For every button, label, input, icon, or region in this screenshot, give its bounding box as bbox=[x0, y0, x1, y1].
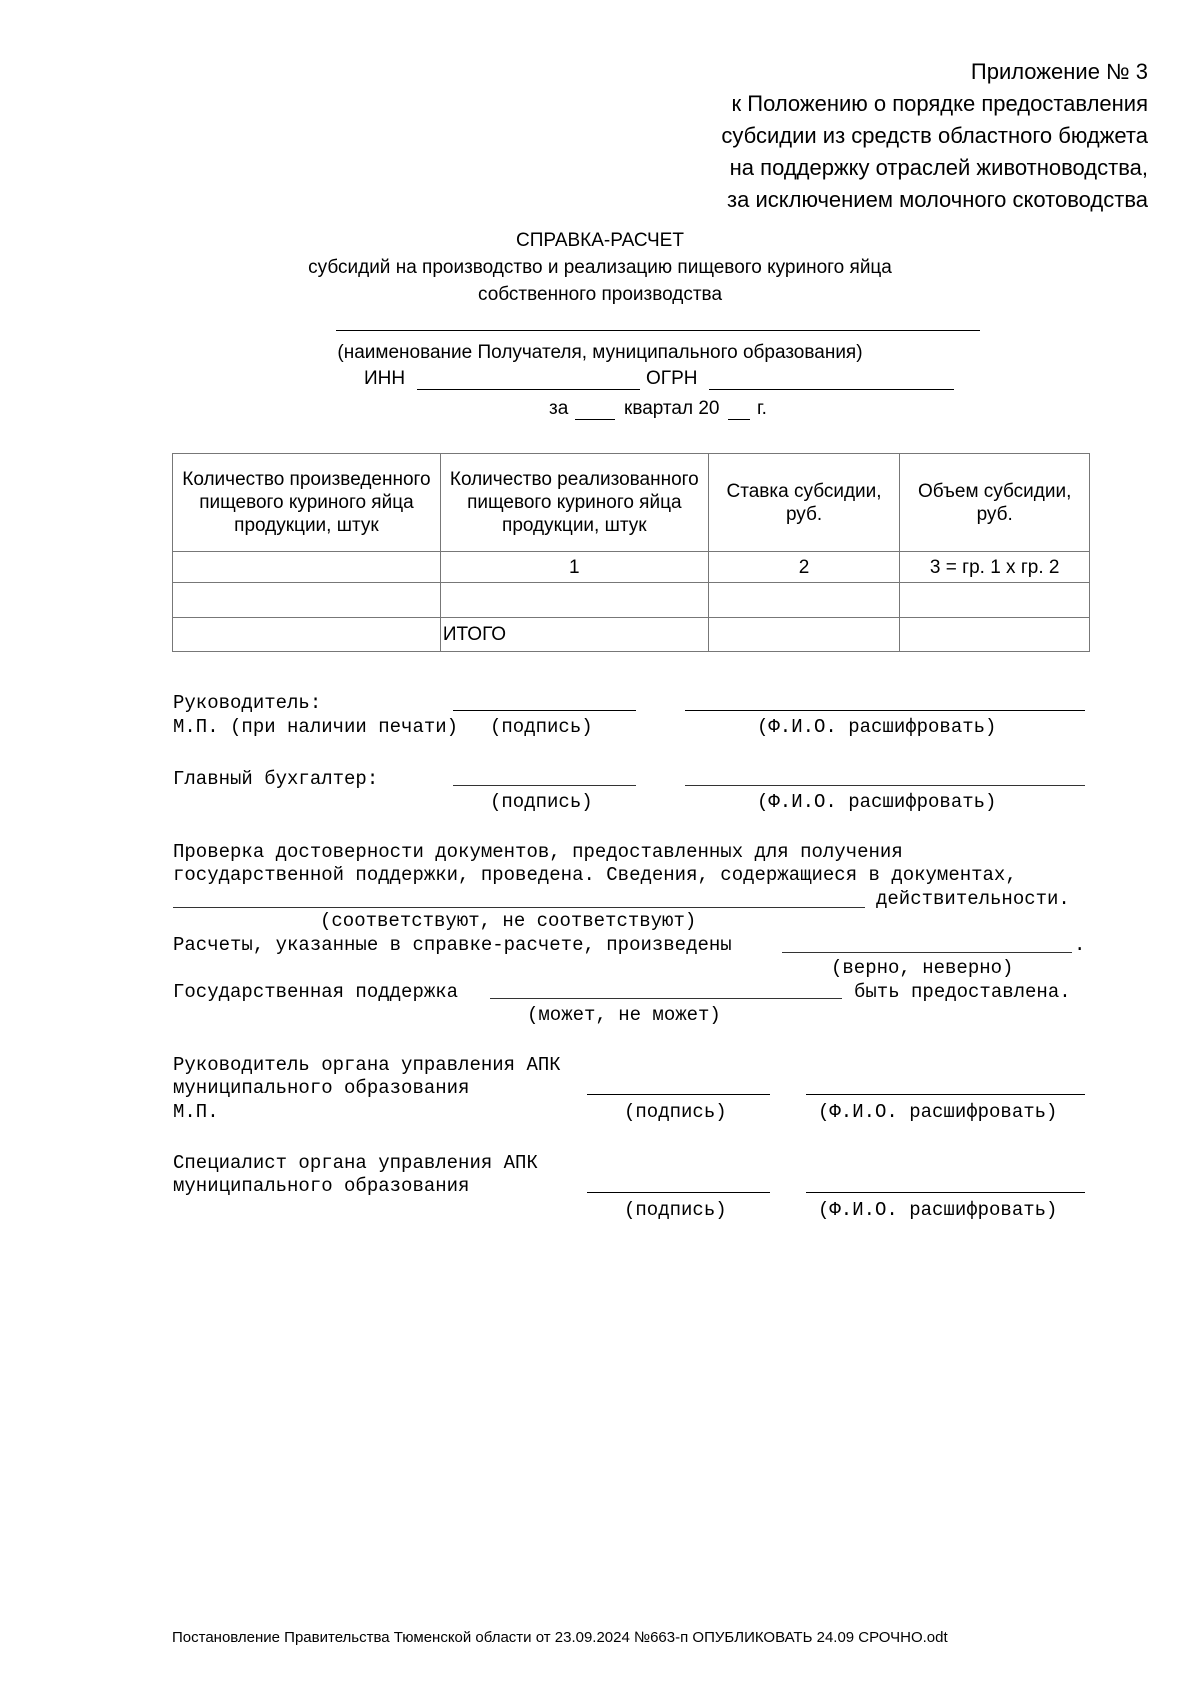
title-main: СПРАВКА-РАСЧЕТ bbox=[516, 230, 684, 251]
table-numbering-row bbox=[173, 552, 1090, 583]
table-total-row bbox=[173, 618, 1090, 652]
conformity-field[interactable] bbox=[173, 907, 865, 908]
support-field[interactable] bbox=[490, 998, 842, 999]
numbering-cell: 2 bbox=[708, 552, 900, 583]
table-row bbox=[173, 583, 1090, 618]
subsidy-table bbox=[172, 453, 1090, 652]
ogrn-label: ОГРН bbox=[646, 368, 698, 389]
data-cell[interactable] bbox=[900, 583, 1090, 618]
data-cell[interactable] bbox=[173, 583, 441, 618]
conformity-caption: (соответствуют, не соответствуют) bbox=[320, 910, 697, 932]
apk-head-label: Руководитель органа управления АПК bbox=[173, 1054, 561, 1076]
period-mid: квартал 20 bbox=[624, 398, 720, 419]
signature-caption: (подпись) bbox=[624, 1199, 727, 1221]
apk-head-name-line[interactable] bbox=[806, 1094, 1085, 1095]
footer-filename: Постановление Правительства Тюменской области от 23.09.2024 №663-п ОПУБЛИКОВАТЬ 24.09 СРОЧНО.odt bbox=[172, 1629, 948, 1646]
inn-field[interactable] bbox=[417, 389, 640, 390]
data-cell[interactable] bbox=[440, 583, 708, 618]
head-signature-line[interactable] bbox=[453, 710, 636, 711]
name-caption: (Ф.И.О. расшифровать) bbox=[818, 1101, 1058, 1123]
data-cell[interactable] bbox=[708, 583, 900, 618]
data-cell[interactable] bbox=[173, 618, 441, 652]
apk-specialist-label: Специалист органа управления АПК bbox=[173, 1152, 538, 1174]
header-amount: Объем субсидии, руб. bbox=[900, 454, 1090, 552]
calculation-text: Расчеты, указанные в справке-расчете, произведены bbox=[173, 934, 732, 956]
signature-caption: (подпись) bbox=[490, 791, 593, 813]
signature-caption: (подпись) bbox=[490, 716, 593, 738]
ogrn-field[interactable] bbox=[709, 389, 954, 390]
support-caption: (может, не может) bbox=[527, 1004, 721, 1026]
inn-label: ИНН bbox=[364, 368, 406, 389]
name-caption: (Ф.И.О. расшифровать) bbox=[818, 1199, 1058, 1221]
apk-specialist-label: муниципального образования bbox=[173, 1175, 470, 1197]
appendix-line: к Положению о порядке предоставления bbox=[731, 91, 1148, 116]
appendix-header bbox=[548, 56, 1148, 216]
head-stamp-label: М.П. (при наличии печати) bbox=[173, 716, 459, 738]
document-title bbox=[0, 227, 1200, 308]
head-label: Руководитель: bbox=[173, 692, 322, 714]
numbering-cell: 1 bbox=[440, 552, 708, 583]
numbering-cell: 3 = гр. 1 х гр. 2 bbox=[900, 552, 1090, 583]
apk-head-stamp: М.П. bbox=[173, 1101, 219, 1123]
calculation-end: . bbox=[1074, 934, 1086, 956]
apk-specialist-signature-line[interactable] bbox=[587, 1192, 770, 1193]
total-rate-cell[interactable] bbox=[708, 618, 900, 652]
accountant-signature-line[interactable] bbox=[453, 785, 636, 786]
title-subtitle: субсидий на производство и реализацию пищевого куриного яйца bbox=[308, 257, 892, 278]
numbering-cell bbox=[173, 552, 441, 583]
apk-specialist-name-line[interactable] bbox=[806, 1192, 1085, 1193]
total-label: ИТОГО bbox=[440, 618, 708, 652]
recipient-caption: (наименование Получателя, муниципального образования) bbox=[337, 342, 863, 363]
period-prefix: за bbox=[549, 398, 569, 419]
support-end: быть предоставлена. bbox=[854, 981, 1071, 1003]
support-text: Государственная поддержка bbox=[173, 981, 459, 1003]
appendix-line: на поддержку отраслей животноводства, bbox=[729, 155, 1148, 180]
accountant-name-line[interactable] bbox=[685, 785, 1085, 786]
verification-text: Проверка достоверности документов, предоставленных для получения bbox=[173, 841, 903, 863]
appendix-line: Приложение № 3 bbox=[970, 59, 1148, 84]
chief-accountant-label: Главный бухгалтер: bbox=[173, 768, 379, 790]
quarter-field[interactable] bbox=[575, 419, 615, 420]
verification-text: государственной поддержки, проведена. Сведения, содержащиеся в документах, bbox=[173, 864, 1017, 886]
name-caption: (Ф.И.О. расшифровать) bbox=[757, 791, 997, 813]
table-header-row bbox=[173, 454, 1090, 552]
head-name-line[interactable] bbox=[685, 710, 1085, 711]
signature-caption: (подпись) bbox=[624, 1101, 727, 1123]
apk-head-signature-line[interactable] bbox=[587, 1094, 770, 1095]
period-suffix: г. bbox=[757, 398, 767, 419]
title-subtitle: собственного производства bbox=[477, 284, 723, 305]
total-amount-cell[interactable] bbox=[900, 618, 1090, 652]
calculation-caption: (верно, неверно) bbox=[831, 957, 1014, 979]
name-caption: (Ф.И.О. расшифровать) bbox=[757, 716, 997, 738]
apk-head-label: муниципального образования bbox=[173, 1077, 470, 1099]
appendix-line: за исключением молочного скотоводства bbox=[727, 187, 1148, 212]
header-sold: Количество реализованного пищевого куриного яйца продукции, штук bbox=[440, 454, 708, 552]
recipient-name-line[interactable] bbox=[336, 330, 980, 331]
year-field[interactable] bbox=[728, 419, 750, 420]
header-rate: Ставка субсидии, руб. bbox=[708, 454, 900, 552]
verification-text: действительности. bbox=[876, 888, 1070, 910]
calculation-field[interactable] bbox=[782, 952, 1072, 953]
appendix-line: субсидии из средств областного бюджета bbox=[721, 123, 1148, 148]
header-produced: Количество произведенного пищевого куриного яйца продукции, штук bbox=[173, 454, 441, 552]
